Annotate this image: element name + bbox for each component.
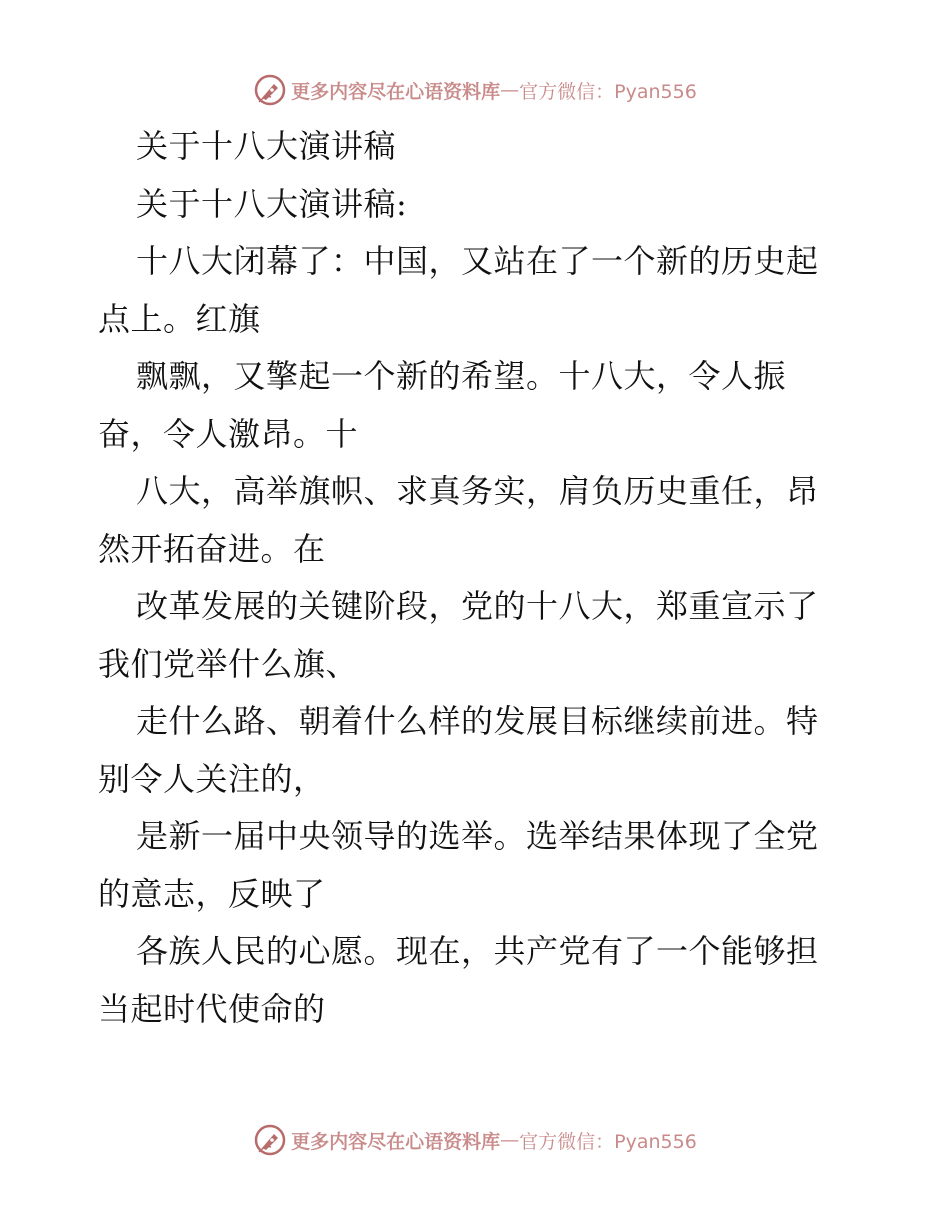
document-line: 是新一届中央领导的选举。选举结果体现了全党 <box>136 817 819 855</box>
pen-nib-logo-icon <box>253 73 287 107</box>
watermark-separator: — <box>500 1129 520 1151</box>
watermark-wechat-text: 官方微信：Pyan556 <box>519 1130 697 1153</box>
document-line: 十八大闭幕了：中国，又站在了一个新的历史起 <box>136 242 819 280</box>
document-line: 点上。红旗 <box>98 299 261 338</box>
header-watermark <box>0 70 950 110</box>
document-line: 当起时代使命的 <box>98 989 326 1028</box>
document-line: 关于十八大演讲稿: <box>136 184 408 223</box>
document-line: 飘飘，又擎起一个新的希望。十八大，令人振 <box>136 357 787 395</box>
footer-watermark <box>0 1120 950 1160</box>
document-line: 别令人关注的， <box>98 759 326 798</box>
watermark-site-text: 更多内容尽在心语资料库 <box>291 1130 501 1153</box>
document-line: 各族人民的心愿。现在，共产党有了一个能够担 <box>136 932 819 970</box>
watermark-separator: — <box>500 79 520 101</box>
watermark-site-text: 更多内容尽在心语资料库 <box>291 80 501 103</box>
document-line: 八大，高举旗帜、求真务实，肩负历史重任，昂 <box>136 472 819 510</box>
document-line: 改革发展的关键阶段，党的十八大，郑重宣示了 <box>136 587 819 625</box>
document-title: 关于十八大演讲稿 <box>136 127 397 165</box>
document-line: 然开拓奋进。在 <box>98 529 326 568</box>
document-body <box>98 118 858 1038</box>
document-line: 的意志，反映了 <box>98 874 326 913</box>
document-line: 奋，令人激昂。十 <box>98 414 359 453</box>
document-line: 走什么路、朝着什么样的发展目标继续前进。特 <box>136 702 819 740</box>
watermark-wechat-text: 官方微信：Pyan556 <box>519 80 697 103</box>
document-line: 我们党举什么旗、 <box>98 644 359 683</box>
pen-nib-logo-icon <box>253 1123 287 1157</box>
